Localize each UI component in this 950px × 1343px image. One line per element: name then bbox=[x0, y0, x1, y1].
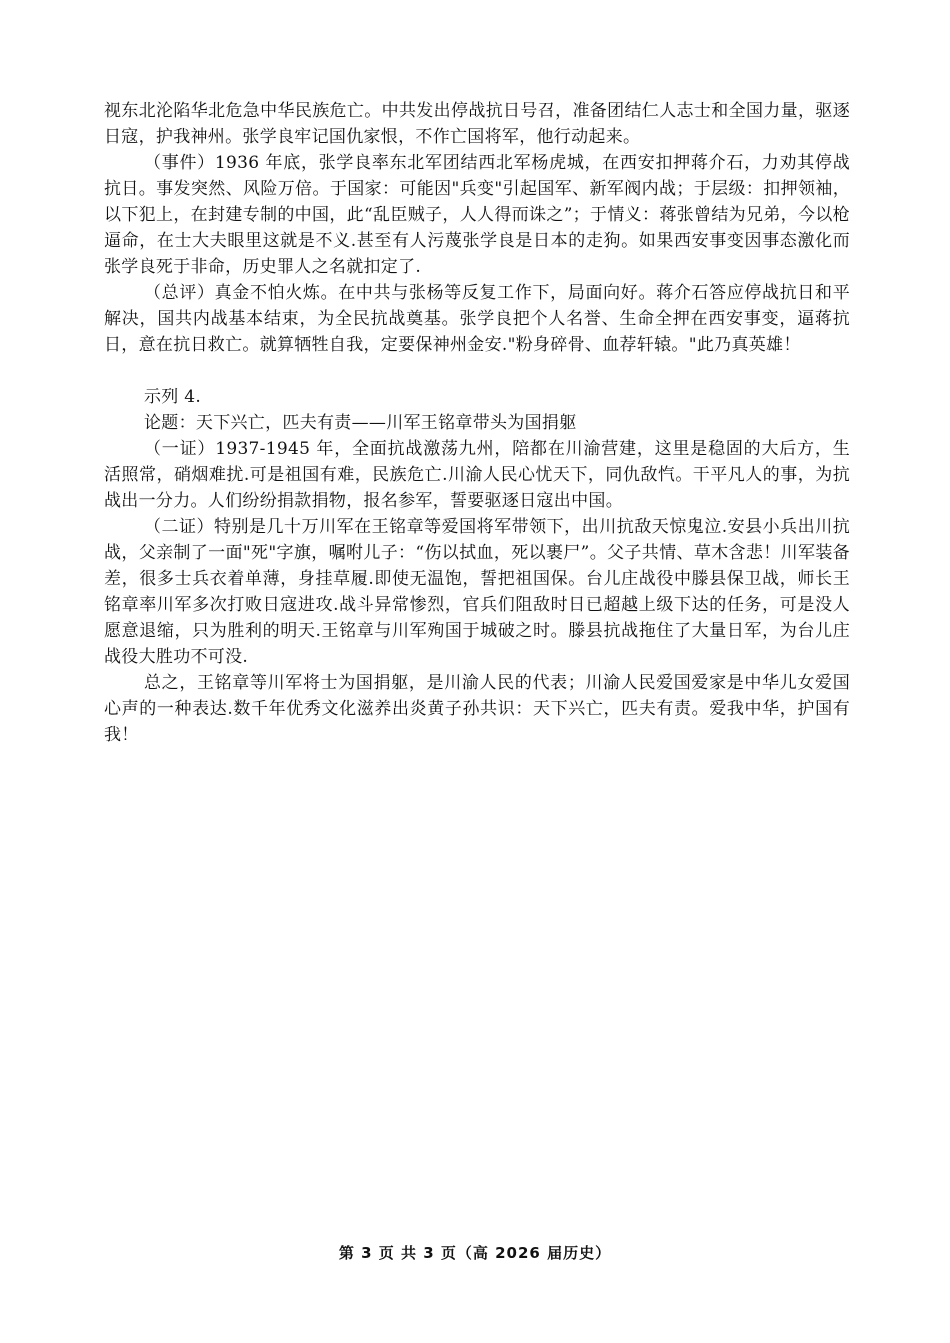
paragraph-intro: 视东北沦陷华北危急中华民族危亡。中共发出停战抗日号召，准备团结仁人志士和全国力量，驱逐日寇，护我神州。张学良牢记国仇家恨，不作亡国将军，他行动起来。 bbox=[104, 101, 850, 147]
document-body bbox=[104, 98, 850, 748]
paragraph-conclusion: 总之，王铭章等川军将士为国捐躯，是川渝人民的代表；川渝人民爱国爱家是中华儿女爱国心声的一种表达.数千年优秀文化滋养出炎黄子孙共识：天下兴亡，匹夫有责。爱我中华，护国有我！ bbox=[104, 673, 850, 745]
section-gap bbox=[104, 358, 850, 384]
page-footer: 第 3 页 共 3 页（高 2026 届历史） bbox=[338, 1244, 612, 1262]
paragraph-proof-one: （一证）1937-1945 年，全面抗战激荡九州，陪都在川渝营建，这里是稳固的大后方，生活照常，硝烟难扰.可是祖国有难，民族危亡.川渝人民心忧天下，同仇敌忾。干平凡人的事，为抗战出一分力。人们纷纷捐款捐物，报名参军，誓要驱逐日寇出中国。 bbox=[104, 439, 850, 511]
paragraph-proof-two: （二证）特别是几十万川军在王铭章等爱国将军带领下，出川抗敌天惊鬼泣.安县小兵出川抗战，父亲制了一面"死"字旗，嘱咐儿子：“伤以拭血，死以裹尸”。父子共情、草木含悲！川军装备差，很多士兵衣着单薄，身挂草履.即使无温饱，誓把祖国保。台儿庄战役中滕县保卫战，师长王铭章率川军多次打败日寇进攻.战斗异常惨烈，官兵们阻敌时日已超越上级下达的任务，可是没人愿意退缩，只为胜利的明天.王铭章与川军殉国于城破之时。滕县抗战拖住了大量日军，为台儿庄战役大胜功不可没. bbox=[104, 517, 850, 667]
paragraph-event: （事件）1936 年底，张学良率东北军团结西北军杨虎城，在西安扣押蒋介石，力劝其停战抗日。事发突然、风险万倍。于国家：可能因"兵变"引起国军、新军阀内战；于层级：扣押领袖，以下犯上，在封建专制的中国，此“乱臣贼子，人人得而诛之”；于情义：蒋张曾结为兄弟，今以枪逼命，在士大夫眼里这就是不义.甚至有人污蔑张学良是日本的走狗。如果西安事变因事态激化而张学良死于非命，历史罪人之名就扣定了. bbox=[104, 153, 850, 277]
paragraph-summary: （总评）真金不怕火炼。在中共与张杨等反复工作下，局面向好。蒋介石答应停战抗日和平解决，国共内战基本结束，为全民抗战奠基。张学良把个人名誉、生命全押在西安事变，逼蒋抗日，意在抗日救亡。就算牺牲自我，定要保神州金安."粉身碎骨、血荐轩辕。"此乃真英雄！ bbox=[104, 283, 850, 355]
thesis-line: 论题：天下兴亡，匹夫有责——川军王铭章带头为国捐躯 bbox=[144, 413, 577, 433]
example-label: 示列 4. bbox=[144, 387, 202, 407]
